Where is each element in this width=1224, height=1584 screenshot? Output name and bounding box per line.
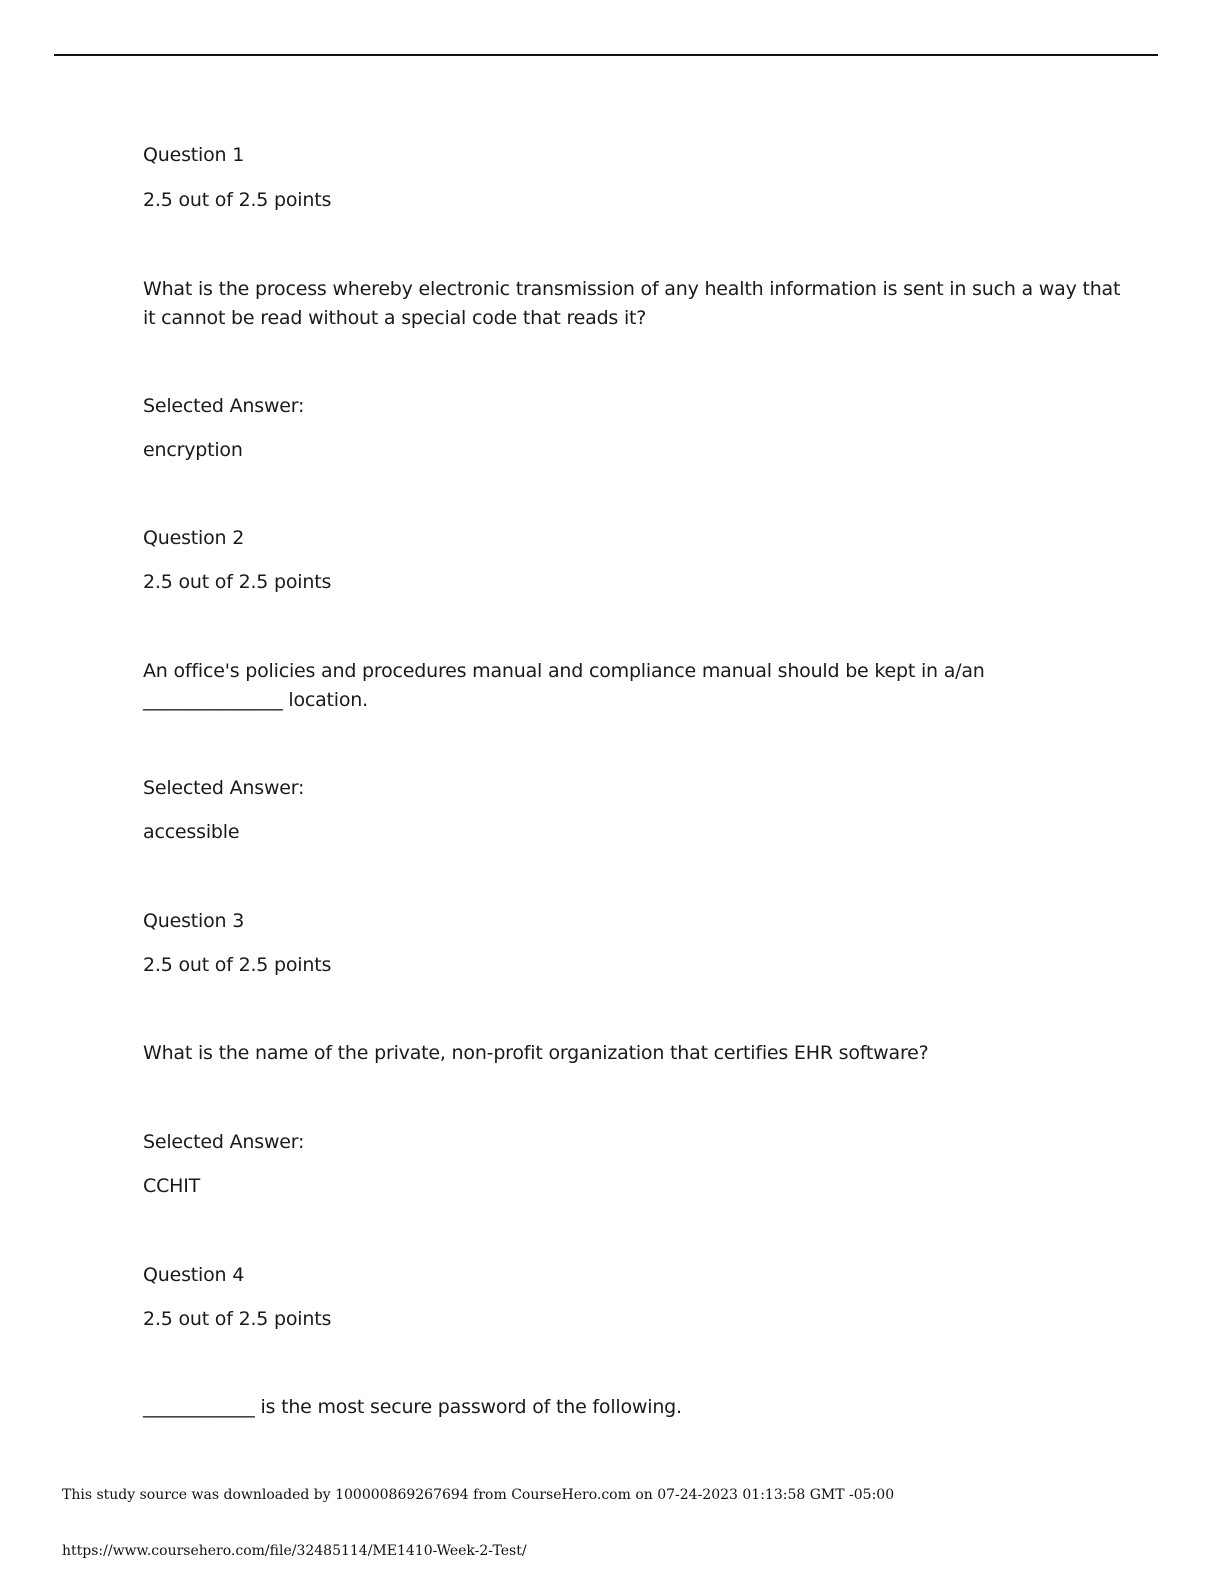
question-4-prompt-text: is the most secure password of the following.: [260, 1396, 682, 1418]
question-1-prompt-line2: it cannot be read without a special code that reads it?: [143, 307, 647, 329]
question-1-points: 2.5 out of 2.5 points: [143, 189, 332, 211]
question-2-prompt-line2: [143, 686, 368, 715]
question-4-blank: ____________: [143, 1396, 255, 1418]
question-2-prompt-line2-text: location.: [288, 689, 368, 711]
question-1-title: Question 1: [143, 144, 245, 166]
question-2-title: Question 2: [143, 527, 245, 549]
question-2-points: 2.5 out of 2.5 points: [143, 571, 332, 593]
question-3-points: 2.5 out of 2.5 points: [143, 954, 332, 976]
question-2-blank: _______________: [143, 689, 283, 711]
footer-source-line: This study source was downloaded by 100000869267694 from CourseHero.com on 07-24-2023 01:13:58 GMT -05:00: [62, 1487, 895, 1503]
question-2-answer: accessible: [143, 821, 240, 843]
question-4-points: 2.5 out of 2.5 points: [143, 1308, 332, 1330]
question-1-answer: encryption: [143, 439, 243, 461]
question-2-selected-label: Selected Answer:: [143, 777, 305, 799]
question-3-selected-label: Selected Answer:: [143, 1131, 305, 1153]
header-rule: [54, 54, 1158, 56]
question-1-selected-label: Selected Answer:: [143, 395, 305, 417]
question-4-title: Question 4: [143, 1264, 245, 1286]
question-3-title: Question 3: [143, 910, 245, 932]
footer-url[interactable]: https://www.coursehero.com/file/32485114/ME1410-Week-2-Test/: [62, 1543, 527, 1559]
question-3-prompt-line1: What is the name of the private, non-profit organization that certifies EHR software?: [143, 1042, 929, 1064]
question-3-answer: CCHIT: [143, 1175, 201, 1197]
question-4-prompt-line1: [143, 1393, 682, 1422]
question-1-prompt-line1: What is the process whereby electronic transmission of any health information is sent in such a way that: [143, 278, 1121, 300]
question-2-prompt-line1: An office's policies and procedures manual and compliance manual should be kept in a/an: [143, 660, 985, 682]
